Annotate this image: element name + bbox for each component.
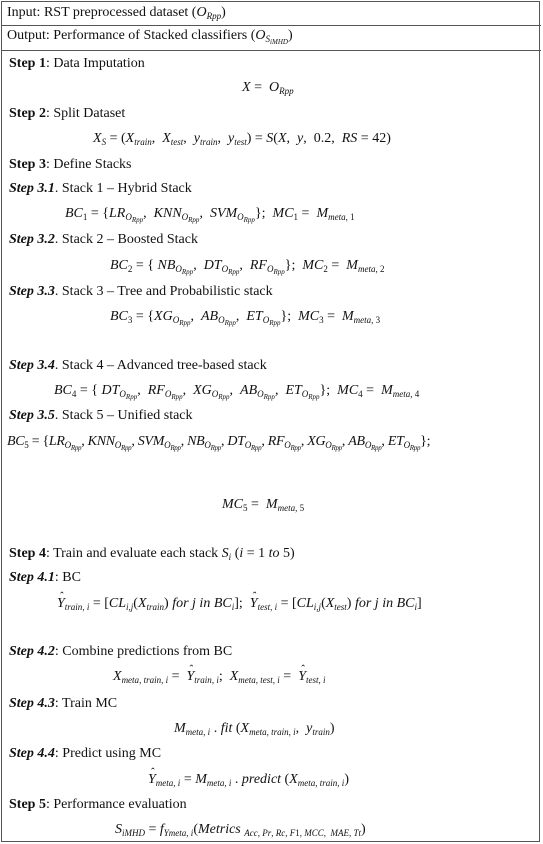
step-3	[9, 156, 131, 174]
step-3-5	[9, 407, 193, 425]
step-4-4	[9, 745, 161, 763]
output-label: Output: Performance of Stacked classifiers (	[7, 28, 256, 43]
stack-3-equation: $BC_3 = \{XG_{O_{Rpp}}$, $AB_{O_{Rpp}}$, $ET_{O_{Rpp}}$}; $MC_3 = M_{meta, 3}$	[110, 309, 381, 327]
step-5	[9, 796, 187, 814]
stack-1-equation: $BC_1 = \{LR_{O_{Rpp}}$, $KNN_{O_{Rpp}}$, $SVM_{O_{Rpp}}$}; $MC_1 = M_{meta, 1}$	[65, 206, 355, 224]
step-4: Step 4: Train and evaluate each stack $S_i$ (i = 1 to 5)	[9, 546, 295, 562]
output-line	[7, 28, 293, 44]
step-number: Step 4	[9, 546, 46, 561]
step-title: : Split Dataset	[45, 106, 126, 121]
step-number: Step 4.4	[9, 746, 55, 761]
step-4-3	[9, 695, 117, 713]
divider	[2, 50, 541, 51]
step-title: . Stack 4 – Advanced tree-based stack	[54, 358, 267, 373]
step-3-4	[9, 357, 267, 375]
input-subscript: Rpp	[206, 11, 222, 21]
divider	[2, 25, 541, 26]
input-line	[7, 5, 226, 21]
step-3-2	[9, 231, 198, 249]
step-number: Step 4.2	[9, 644, 55, 659]
step-title: : Performance evaluation	[45, 797, 187, 812]
stack-5-mc-equation: $MC_5 = M_{meta, 5}$	[222, 497, 305, 513]
step-title: : Predict using MC	[54, 746, 162, 761]
performance-equation: $S_{iMHD}$ = $f_{Ymeta, i}(Metrics$ $_{Acc, Pr, Rc, F1, MCC, MAE, Tt}$)	[115, 822, 366, 838]
step-title: : Train MC	[54, 696, 118, 711]
step-3-3	[9, 283, 273, 301]
step-title: : Data Imputation	[45, 56, 145, 71]
stack-4-equation: $BC_4$ = { $DT_{O_{Rpp}}$, $RF_{O_{Rpp}}$, $XG_{O_{Rpp}}$, $AB_{O_{Rpp}}$, $ET_{O_{Rpp}}$}; $MC_4 = M_{meta, 4}$	[54, 383, 420, 401]
step-number: Step 3.3	[9, 284, 55, 299]
step-number: Step 5	[9, 797, 46, 812]
algorithm-box	[1, 1, 540, 842]
output-subsubscript: iMHD	[270, 38, 288, 46]
step-2	[9, 105, 125, 123]
input-symbol: O	[196, 5, 207, 20]
output-symbol: O	[255, 28, 266, 43]
output-subscript: S	[265, 34, 271, 44]
step-title: . Stack 1 – Hybrid Stack	[54, 181, 192, 196]
output-close: )	[287, 28, 293, 43]
step-number: Step 1	[9, 56, 46, 71]
step-number: Step 4.3	[9, 696, 55, 711]
step-number: Step 4.1	[9, 570, 55, 585]
step-number: Step 3.5	[9, 408, 55, 423]
train-mc-equation: $M_{meta, i}$ . fit ($X_{meta, train, i}$, $y_{train}$)	[174, 721, 335, 737]
step-title: . Stack 5 – Unified stack	[54, 408, 193, 423]
step-title: : BC	[54, 570, 81, 585]
combine-equation: $X_{meta, train, i}$ = ˆ $Y_{train, i}$; $X_{meta, test, i}$ = ˆ $Y_{test, i}$	[113, 668, 326, 686]
predict-mc-equation: ˆ $Y_{meta, i} = M_{meta, i}$ . predict $(X_{meta, train, i})$	[148, 771, 349, 789]
step-title: . Stack 3 – Tree and Probabilistic stack	[54, 284, 273, 299]
step-title: : Combine predictions from BC	[54, 644, 233, 659]
step-number: Step 2	[9, 106, 46, 121]
step-number: Step 3	[9, 157, 46, 172]
step-4-1	[9, 569, 81, 587]
step-4-2	[9, 643, 232, 661]
step-number: Step 3.1	[9, 181, 55, 196]
stack-5-equation: $BC_5 = \{LR_{O_{Rpp}}$, $KNN_{O_{Rpp}}$, $SVM_{O_{Rpp}}$, $NB_{O_{Rpp}}$, $DT_{O_{Rpp}}$, $RF_{O_{Rpp}}$, $XG_{O_{Rpp}}$, $AB_{O_{Rpp}}$, $ET_{O_{Rpp}}$};	[7, 434, 431, 452]
imputation-equation: $X = O_{Rpp}$	[242, 80, 294, 96]
step-3-1	[9, 180, 192, 198]
step-1	[9, 55, 145, 73]
step-title: : Train and evaluate each stack	[45, 546, 219, 561]
step-number: Step 3.4	[9, 358, 55, 373]
split-equation: $X_S = (X_{train}$, $X_{test}$, $y_{train}$, $y_{test}) = S(X$, y, 0.2, RS = 42)	[93, 131, 391, 147]
bc-prediction-equation: ˆ $Y_{train, i} = [CL_{i,j}(X_{train})$ for j in $BC_i$]; ˆ $Y_{test, i} = [CL_{i,j}(X_{test})$ for j in $BC_i$]	[57, 595, 422, 613]
input-close: )	[221, 5, 226, 20]
input-label: Input: RST preprocessed dataset (	[7, 5, 197, 20]
stack-2-equation: $BC_2$ = { $NB_{O_{Rpp}}$, $DT_{O_{Rpp}}$, $RF_{O_{Rpp}}$}; $MC_2 = M_{meta, 2}$	[110, 258, 385, 276]
step-title: : Define Stacks	[45, 157, 132, 172]
step-title: . Stack 2 – Boosted Stack	[54, 232, 198, 247]
step-number: Step 3.2	[9, 232, 55, 247]
